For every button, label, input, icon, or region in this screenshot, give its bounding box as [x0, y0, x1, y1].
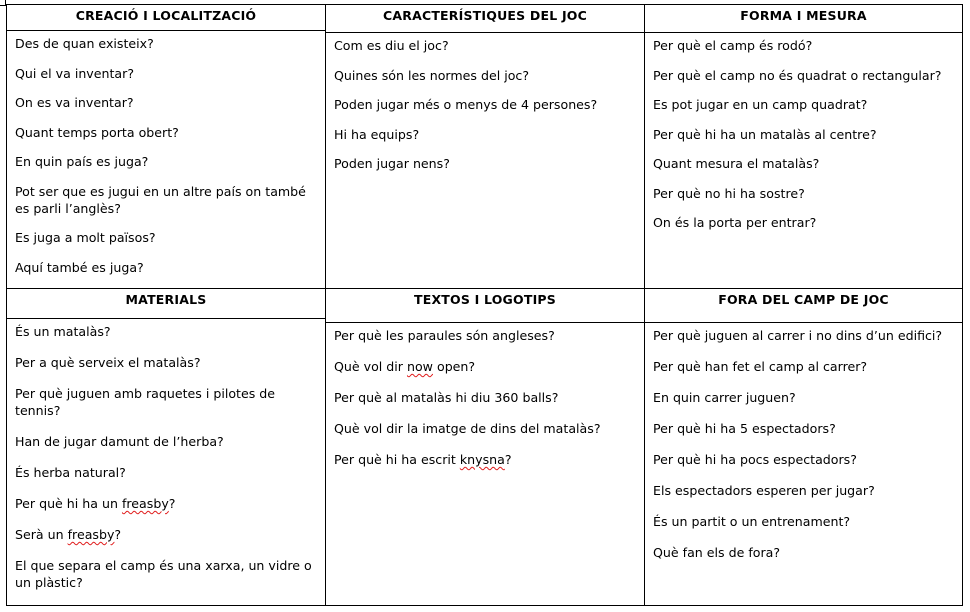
- cell-forma-mesura: [645, 5, 962, 289]
- list-item: Per què hi ha pocs espectadors?: [653, 452, 857, 467]
- cell-textos-logotips: [326, 289, 645, 605]
- question-list: [645, 33, 962, 244]
- list-item: En quin país es juga?: [15, 154, 149, 169]
- list-item: És herba natural?: [15, 465, 126, 480]
- list-item: És un partit o un entrenament?: [653, 514, 851, 529]
- cell-fora-camp-joc: [645, 289, 962, 605]
- list-item: On es va inventar?: [15, 95, 134, 110]
- list-item: Per què hi ha 5 espectadors?: [653, 421, 836, 436]
- list-item: El que separa el camp és una xarxa, un vidre o un plàstic?: [15, 558, 312, 590]
- list-item: Per què hi ha escrit knysna?: [334, 452, 512, 467]
- list-item: Per què al matalàs hi diu 360 balls?: [334, 390, 559, 405]
- spellcheck-word: now: [406, 359, 433, 374]
- question-list: [326, 323, 644, 482]
- list-item: Qui el va inventar?: [15, 65, 135, 81]
- question-list: [7, 319, 325, 605]
- column-header: FORA DEL CAMP DE JOC: [645, 289, 962, 323]
- column-header: FORMA I MESURA: [645, 5, 962, 33]
- list-item: Serà un freasby?: [15, 527, 122, 542]
- list-item: Per a què serveix el matalàs?: [15, 355, 201, 370]
- spellcheck-word: knysna: [459, 452, 505, 467]
- list-item: Per què hi ha un matalàs al centre?: [653, 126, 877, 142]
- list-item: Per què han fet el camp al carrer?: [653, 359, 868, 374]
- list-item: Què fan els de fora?: [653, 545, 781, 560]
- list-item: És un matalàs?: [15, 324, 111, 339]
- question-list: [326, 33, 644, 185]
- list-item: En quin carrer juguen?: [653, 390, 796, 405]
- list-item: Per què les paraules són angleses?: [334, 328, 555, 343]
- question-list: [645, 323, 962, 575]
- list-item: Des de quan existeix?: [15, 36, 154, 51]
- list-item: Aquí també es juga?: [15, 259, 144, 275]
- list-item: Què vol dir now open?: [334, 359, 476, 374]
- list-item: Per què juguen amb raquetes i pilotes de tennis?: [15, 386, 276, 418]
- list-item: Com es diu el joc?: [334, 38, 449, 53]
- list-item: Per què no hi ha sostre?: [653, 185, 805, 201]
- list-item: Pot ser que es jugui en un altre país on també es parli l’anglès?: [15, 183, 306, 216]
- column-header: CARACTERÍSTIQUES DEL JOC: [326, 5, 644, 33]
- list-item: Quant temps porta obert?: [15, 124, 179, 140]
- list-item: Es juga a molt països?: [15, 230, 156, 245]
- list-item: Poden jugar més o menys de 4 persones?: [334, 97, 598, 112]
- list-item: On és la porta per entrar?: [653, 215, 817, 230]
- column-header: TEXTOS I LOGOTIPS: [326, 289, 644, 323]
- cell-materials: [7, 289, 326, 605]
- list-item: Què vol dir la imatge de dins del matalàs?: [334, 421, 601, 436]
- spellcheck-word: freasby: [67, 527, 115, 542]
- list-item: Han de jugar damunt de l’herba?: [15, 434, 224, 449]
- list-item: Per què hi ha un freasby?: [15, 496, 176, 511]
- list-item: Hi ha equips?: [334, 126, 420, 142]
- list-item: Per què juguen al carrer i no dins d’un edifici?: [653, 328, 943, 343]
- cell-caracteristiques-joc: [326, 5, 645, 289]
- questions-table: [6, 4, 963, 606]
- column-header: MATERIALS: [7, 289, 325, 319]
- list-item: Els espectadors esperen per jugar?: [653, 483, 875, 498]
- question-list: [7, 31, 325, 288]
- spellcheck-word: freasby: [121, 496, 169, 511]
- column-header: CREACIÓ I LOCALITZACIÓ: [7, 5, 325, 31]
- list-item: Per què el camp no és quadrat o rectangular?: [653, 67, 942, 83]
- list-item: Quant mesura el matalàs?: [653, 156, 820, 171]
- list-item: Poden jugar nens?: [334, 156, 450, 171]
- list-item: Quines són les normes del joc?: [334, 67, 530, 83]
- list-item: Es pot jugar en un camp quadrat?: [653, 97, 868, 112]
- list-item: Per què el camp és rodó?: [653, 38, 813, 53]
- cell-creacio-localitzacio: [7, 5, 326, 289]
